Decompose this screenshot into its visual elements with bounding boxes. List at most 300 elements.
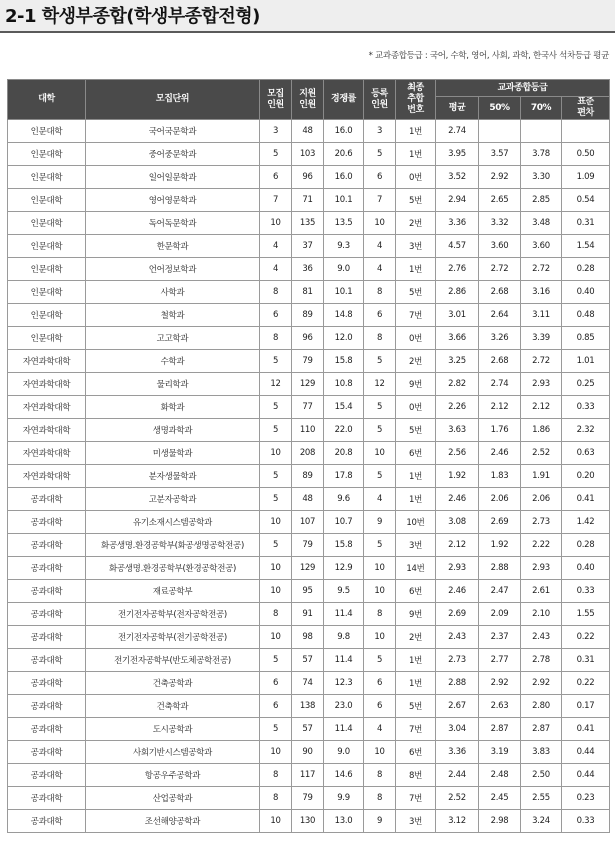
cell-registered: 8 xyxy=(364,281,396,304)
cell-registered: 10 xyxy=(364,580,396,603)
table-row xyxy=(8,741,610,764)
cell-college: 공과대학 xyxy=(8,672,86,695)
cell-rate: 16.0 xyxy=(324,166,364,189)
cell-unit: 산업공학과 xyxy=(86,787,260,810)
cell-quota: 8 xyxy=(260,603,292,626)
cell-std: 0.23 xyxy=(562,787,610,810)
cell-registered: 8 xyxy=(364,764,396,787)
cell-registered: 4 xyxy=(364,488,396,511)
cell-p50: 2.92 xyxy=(479,166,521,189)
cell-p70: 2.93 xyxy=(521,557,562,580)
cell-registered: 4 xyxy=(364,258,396,281)
cell-unit: 화공생명.환경공학부(환경공학전공) xyxy=(86,557,260,580)
cell-unit: 한문학과 xyxy=(86,235,260,258)
cell-registered: 7 xyxy=(364,189,396,212)
cell-registered: 6 xyxy=(364,672,396,695)
table-row xyxy=(8,580,610,603)
cell-applicants: 77 xyxy=(292,396,324,419)
cell-applicants: 71 xyxy=(292,189,324,212)
col-applicants-label: 지원 인원 xyxy=(299,88,316,110)
cell-unit: 고고학과 xyxy=(86,327,260,350)
cell-p50: 3.57 xyxy=(479,143,521,166)
cell-rate: 12.9 xyxy=(324,557,364,580)
cell-college: 공과대학 xyxy=(8,557,86,580)
cell-unit: 유기소재시스템공학과 xyxy=(86,511,260,534)
cell-p70: 2.50 xyxy=(521,764,562,787)
col-avg: 평균 xyxy=(436,97,479,120)
cell-registered: 5 xyxy=(364,419,396,442)
cell-quota: 5 xyxy=(260,350,292,373)
cell-avg: 3.08 xyxy=(436,511,479,534)
grade-note: * 교과종합등급 : 국어, 수학, 영어, 사회, 과학, 한국사 석차등급 평균 xyxy=(368,51,609,61)
cell-final-rank: 7번 xyxy=(396,718,436,741)
cell-p50: 3.60 xyxy=(479,235,521,258)
cell-applicants: 36 xyxy=(292,258,324,281)
table-row xyxy=(8,649,610,672)
cell-avg: 4.57 xyxy=(436,235,479,258)
cell-final-rank: 3번 xyxy=(396,810,436,833)
col-p50: 50% xyxy=(479,97,521,120)
cell-final-rank: 1번 xyxy=(396,258,436,281)
cell-quota: 8 xyxy=(260,327,292,350)
cell-std: 0.44 xyxy=(562,764,610,787)
cell-registered: 5 xyxy=(364,143,396,166)
cell-registered: 12 xyxy=(364,373,396,396)
cell-p70: 3.11 xyxy=(521,304,562,327)
cell-std: 0.20 xyxy=(562,465,610,488)
table-row xyxy=(8,672,610,695)
title-bar xyxy=(0,0,615,33)
cell-final-rank: 5번 xyxy=(396,419,436,442)
cell-avg: 2.12 xyxy=(436,534,479,557)
cell-p70 xyxy=(521,120,562,143)
cell-college: 인문대학 xyxy=(8,258,86,281)
cell-quota: 7 xyxy=(260,189,292,212)
cell-quota: 6 xyxy=(260,304,292,327)
cell-registered: 5 xyxy=(364,396,396,419)
cell-std: 0.22 xyxy=(562,672,610,695)
cell-rate: 10.1 xyxy=(324,281,364,304)
cell-rate: 16.0 xyxy=(324,120,364,143)
cell-registered: 10 xyxy=(364,442,396,465)
cell-std: 0.22 xyxy=(562,626,610,649)
cell-applicants: 117 xyxy=(292,764,324,787)
cell-quota: 6 xyxy=(260,166,292,189)
cell-final-rank: 5번 xyxy=(396,281,436,304)
cell-applicants: 48 xyxy=(292,120,324,143)
table-row xyxy=(8,465,610,488)
cell-final-rank: 8번 xyxy=(396,764,436,787)
cell-std: 0.41 xyxy=(562,488,610,511)
cell-std: 0.50 xyxy=(562,143,610,166)
cell-p50: 2.64 xyxy=(479,304,521,327)
cell-college: 인문대학 xyxy=(8,304,86,327)
cell-p70: 2.85 xyxy=(521,189,562,212)
cell-p50: 2.06 xyxy=(479,488,521,511)
cell-registered: 8 xyxy=(364,327,396,350)
cell-p50: 2.48 xyxy=(479,764,521,787)
cell-college: 인문대학 xyxy=(8,281,86,304)
cell-final-rank: 2번 xyxy=(396,212,436,235)
cell-quota: 5 xyxy=(260,649,292,672)
cell-applicants: 103 xyxy=(292,143,324,166)
cell-quota: 10 xyxy=(260,626,292,649)
cell-p50: 1.76 xyxy=(479,419,521,442)
cell-unit: 생명과학과 xyxy=(86,419,260,442)
cell-final-rank: 6번 xyxy=(396,442,436,465)
cell-final-rank: 3번 xyxy=(396,235,436,258)
cell-avg: 3.95 xyxy=(436,143,479,166)
cell-std: 0.63 xyxy=(562,442,610,465)
cell-p70: 3.16 xyxy=(521,281,562,304)
cell-rate: 20.6 xyxy=(324,143,364,166)
cell-p50 xyxy=(479,120,521,143)
cell-std: 0.48 xyxy=(562,304,610,327)
cell-college: 인문대학 xyxy=(8,235,86,258)
table-row xyxy=(8,442,610,465)
table-row xyxy=(8,488,610,511)
cell-quota: 12 xyxy=(260,373,292,396)
cell-p50: 2.63 xyxy=(479,695,521,718)
cell-std: 1.55 xyxy=(562,603,610,626)
table-row xyxy=(8,304,610,327)
cell-p50: 2.45 xyxy=(479,787,521,810)
cell-applicants: 57 xyxy=(292,649,324,672)
cell-applicants: 130 xyxy=(292,810,324,833)
cell-std: 0.25 xyxy=(562,373,610,396)
cell-final-rank: 0번 xyxy=(396,166,436,189)
cell-college: 인문대학 xyxy=(8,327,86,350)
cell-registered: 5 xyxy=(364,534,396,557)
col-registered xyxy=(364,80,396,120)
cell-std: 1.09 xyxy=(562,166,610,189)
cell-std: 1.54 xyxy=(562,235,610,258)
cell-p50: 2.69 xyxy=(479,511,521,534)
table-row xyxy=(8,626,610,649)
cell-p50: 2.74 xyxy=(479,373,521,396)
cell-unit: 국어국문학과 xyxy=(86,120,260,143)
cell-unit: 철학과 xyxy=(86,304,260,327)
table-row xyxy=(8,281,610,304)
cell-rate: 9.6 xyxy=(324,488,364,511)
cell-quota: 8 xyxy=(260,787,292,810)
cell-rate: 9.0 xyxy=(324,258,364,281)
cell-p70: 3.24 xyxy=(521,810,562,833)
cell-college: 인문대학 xyxy=(8,143,86,166)
col-grade-group: 교과종합등급 xyxy=(436,80,610,97)
cell-avg: 2.67 xyxy=(436,695,479,718)
cell-quota: 3 xyxy=(260,120,292,143)
table-row xyxy=(8,212,610,235)
cell-avg: 2.43 xyxy=(436,626,479,649)
cell-avg: 2.56 xyxy=(436,442,479,465)
cell-final-rank: 1번 xyxy=(396,672,436,695)
cell-rate: 12.3 xyxy=(324,672,364,695)
cell-rate: 10.1 xyxy=(324,189,364,212)
cell-unit: 건축공학과 xyxy=(86,672,260,695)
table-row xyxy=(8,373,610,396)
cell-avg: 2.82 xyxy=(436,373,479,396)
cell-applicants: 81 xyxy=(292,281,324,304)
cell-quota: 10 xyxy=(260,741,292,764)
cell-rate: 9.0 xyxy=(324,741,364,764)
cell-avg: 3.36 xyxy=(436,212,479,235)
cell-p70: 2.93 xyxy=(521,373,562,396)
cell-quota: 5 xyxy=(260,419,292,442)
cell-college: 공과대학 xyxy=(8,695,86,718)
cell-college: 자연과학대학 xyxy=(8,350,86,373)
cell-final-rank: 1번 xyxy=(396,649,436,672)
cell-p70: 2.73 xyxy=(521,511,562,534)
cell-std: 0.33 xyxy=(562,396,610,419)
cell-std: 2.32 xyxy=(562,419,610,442)
table-row xyxy=(8,695,610,718)
cell-p70: 2.72 xyxy=(521,350,562,373)
cell-rate: 11.4 xyxy=(324,718,364,741)
cell-registered: 6 xyxy=(364,304,396,327)
cell-registered: 3 xyxy=(364,120,396,143)
cell-unit: 영어영문학과 xyxy=(86,189,260,212)
cell-p50: 2.46 xyxy=(479,442,521,465)
cell-applicants: 107 xyxy=(292,511,324,534)
cell-avg: 2.69 xyxy=(436,603,479,626)
cell-std: 0.33 xyxy=(562,580,610,603)
cell-p50: 2.92 xyxy=(479,672,521,695)
cell-rate: 14.6 xyxy=(324,764,364,787)
col-final-rank xyxy=(396,80,436,120)
cell-quota: 10 xyxy=(260,212,292,235)
cell-applicants: 74 xyxy=(292,672,324,695)
cell-avg: 2.73 xyxy=(436,649,479,672)
cell-p50: 2.47 xyxy=(479,580,521,603)
cell-applicants: 138 xyxy=(292,695,324,718)
cell-college: 자연과학대학 xyxy=(8,465,86,488)
cell-p70: 3.48 xyxy=(521,212,562,235)
table-row xyxy=(8,603,610,626)
cell-avg: 3.25 xyxy=(436,350,479,373)
cell-avg: 3.63 xyxy=(436,419,479,442)
cell-final-rank: 2번 xyxy=(396,626,436,649)
cell-avg: 2.46 xyxy=(436,580,479,603)
cell-applicants: 98 xyxy=(292,626,324,649)
cell-p70: 3.30 xyxy=(521,166,562,189)
table-row xyxy=(8,718,610,741)
cell-p50: 2.72 xyxy=(479,258,521,281)
cell-rate: 15.4 xyxy=(324,396,364,419)
cell-registered: 9 xyxy=(364,810,396,833)
cell-registered: 5 xyxy=(364,465,396,488)
cell-std: 0.17 xyxy=(562,695,610,718)
table-row xyxy=(8,327,610,350)
cell-quota: 5 xyxy=(260,396,292,419)
cell-p70: 2.80 xyxy=(521,695,562,718)
table-row xyxy=(8,764,610,787)
cell-final-rank: 7번 xyxy=(396,304,436,327)
cell-p70: 2.78 xyxy=(521,649,562,672)
cell-unit: 수학과 xyxy=(86,350,260,373)
cell-college: 공과대학 xyxy=(8,787,86,810)
admissions-table xyxy=(7,79,610,833)
cell-avg: 3.12 xyxy=(436,810,479,833)
cell-quota: 4 xyxy=(260,258,292,281)
col-final-rank-label: 최종 추합 번호 xyxy=(407,83,424,115)
table-row xyxy=(8,258,610,281)
cell-avg: 2.26 xyxy=(436,396,479,419)
cell-applicants: 208 xyxy=(292,442,324,465)
cell-rate: 11.4 xyxy=(324,649,364,672)
cell-p50: 2.37 xyxy=(479,626,521,649)
cell-college: 공과대학 xyxy=(8,764,86,787)
cell-registered: 4 xyxy=(364,718,396,741)
cell-unit: 전기전자공학부(반도체공학전공) xyxy=(86,649,260,672)
cell-rate: 15.8 xyxy=(324,350,364,373)
cell-unit: 물리학과 xyxy=(86,373,260,396)
cell-applicants: 79 xyxy=(292,350,324,373)
cell-p70: 2.10 xyxy=(521,603,562,626)
cell-p50: 2.68 xyxy=(479,281,521,304)
cell-quota: 5 xyxy=(260,488,292,511)
cell-std: 0.44 xyxy=(562,741,610,764)
cell-unit: 사회기반시스템공학과 xyxy=(86,741,260,764)
cell-final-rank: 5번 xyxy=(396,189,436,212)
cell-final-rank: 1번 xyxy=(396,465,436,488)
cell-quota: 8 xyxy=(260,764,292,787)
cell-std xyxy=(562,120,610,143)
col-std xyxy=(562,97,610,120)
cell-avg: 3.01 xyxy=(436,304,479,327)
cell-unit: 분자생물학과 xyxy=(86,465,260,488)
cell-final-rank: 7번 xyxy=(396,787,436,810)
cell-rate: 9.9 xyxy=(324,787,364,810)
cell-registered: 9 xyxy=(364,511,396,534)
cell-final-rank: 1번 xyxy=(396,488,436,511)
cell-applicants: 37 xyxy=(292,235,324,258)
cell-avg: 2.52 xyxy=(436,787,479,810)
cell-registered: 6 xyxy=(364,166,396,189)
cell-college: 공과대학 xyxy=(8,741,86,764)
table-row xyxy=(8,120,610,143)
cell-std: 1.42 xyxy=(562,511,610,534)
cell-unit: 전기전자공학부(전자공학전공) xyxy=(86,603,260,626)
cell-p70: 2.61 xyxy=(521,580,562,603)
cell-quota: 5 xyxy=(260,143,292,166)
cell-std: 0.28 xyxy=(562,534,610,557)
cell-unit: 건축학과 xyxy=(86,695,260,718)
cell-applicants: 135 xyxy=(292,212,324,235)
cell-p70: 2.72 xyxy=(521,258,562,281)
cell-rate: 14.8 xyxy=(324,304,364,327)
cell-quota: 10 xyxy=(260,810,292,833)
cell-applicants: 48 xyxy=(292,488,324,511)
cell-rate: 10.8 xyxy=(324,373,364,396)
cell-std: 0.85 xyxy=(562,327,610,350)
cell-p50: 2.12 xyxy=(479,396,521,419)
cell-registered: 10 xyxy=(364,741,396,764)
cell-p50: 1.92 xyxy=(479,534,521,557)
cell-registered: 8 xyxy=(364,603,396,626)
cell-college: 자연과학대학 xyxy=(8,396,86,419)
cell-unit: 일어일문학과 xyxy=(86,166,260,189)
cell-college: 공과대학 xyxy=(8,603,86,626)
cell-college: 공과대학 xyxy=(8,580,86,603)
table-row xyxy=(8,166,610,189)
cell-college: 인문대학 xyxy=(8,120,86,143)
cell-unit: 언어정보학과 xyxy=(86,258,260,281)
cell-rate: 17.8 xyxy=(324,465,364,488)
cell-final-rank: 9번 xyxy=(396,603,436,626)
cell-applicants: 57 xyxy=(292,718,324,741)
cell-avg: 3.66 xyxy=(436,327,479,350)
cell-p70: 3.78 xyxy=(521,143,562,166)
cell-applicants: 91 xyxy=(292,603,324,626)
cell-std: 0.33 xyxy=(562,810,610,833)
cell-college: 공과대학 xyxy=(8,626,86,649)
cell-rate: 13.5 xyxy=(324,212,364,235)
cell-applicants: 79 xyxy=(292,534,324,557)
page-title: 2-1 학생부종합(학생부종합전형) xyxy=(5,6,260,27)
cell-p50: 2.88 xyxy=(479,557,521,580)
cell-std: 1.01 xyxy=(562,350,610,373)
cell-p70: 2.43 xyxy=(521,626,562,649)
cell-final-rank: 1번 xyxy=(396,120,436,143)
cell-college: 인문대학 xyxy=(8,212,86,235)
cell-p70: 1.86 xyxy=(521,419,562,442)
cell-registered: 6 xyxy=(364,695,396,718)
cell-unit: 항공우주공학과 xyxy=(86,764,260,787)
table-body xyxy=(8,120,610,833)
cell-college: 공과대학 xyxy=(8,810,86,833)
cell-final-rank: 9번 xyxy=(396,373,436,396)
cell-quota: 5 xyxy=(260,465,292,488)
cell-college: 인문대학 xyxy=(8,189,86,212)
cell-applicants: 90 xyxy=(292,741,324,764)
cell-college: 자연과학대학 xyxy=(8,419,86,442)
cell-applicants: 95 xyxy=(292,580,324,603)
cell-rate: 15.8 xyxy=(324,534,364,557)
cell-applicants: 129 xyxy=(292,557,324,580)
col-quota-label: 모집 인원 xyxy=(267,88,284,110)
cell-rate: 11.4 xyxy=(324,603,364,626)
cell-p50: 3.19 xyxy=(479,741,521,764)
cell-applicants: 129 xyxy=(292,373,324,396)
cell-rate: 13.0 xyxy=(324,810,364,833)
cell-avg: 2.88 xyxy=(436,672,479,695)
cell-registered: 5 xyxy=(364,350,396,373)
cell-avg: 3.36 xyxy=(436,741,479,764)
cell-p50: 2.87 xyxy=(479,718,521,741)
cell-std: 0.40 xyxy=(562,281,610,304)
cell-applicants: 79 xyxy=(292,787,324,810)
cell-p70: 3.60 xyxy=(521,235,562,258)
cell-unit: 중어중문학과 xyxy=(86,143,260,166)
cell-applicants: 89 xyxy=(292,465,324,488)
cell-p70: 2.22 xyxy=(521,534,562,557)
cell-rate: 22.0 xyxy=(324,419,364,442)
cell-registered: 10 xyxy=(364,626,396,649)
cell-quota: 6 xyxy=(260,672,292,695)
cell-rate: 9.5 xyxy=(324,580,364,603)
table-row xyxy=(8,143,610,166)
cell-college: 인문대학 xyxy=(8,166,86,189)
cell-rate: 10.7 xyxy=(324,511,364,534)
cell-unit: 도시공학과 xyxy=(86,718,260,741)
cell-avg: 2.46 xyxy=(436,488,479,511)
cell-college: 자연과학대학 xyxy=(8,442,86,465)
cell-p70: 2.92 xyxy=(521,672,562,695)
cell-p70: 1.91 xyxy=(521,465,562,488)
col-college: 대학 xyxy=(8,80,86,120)
cell-p70: 2.87 xyxy=(521,718,562,741)
